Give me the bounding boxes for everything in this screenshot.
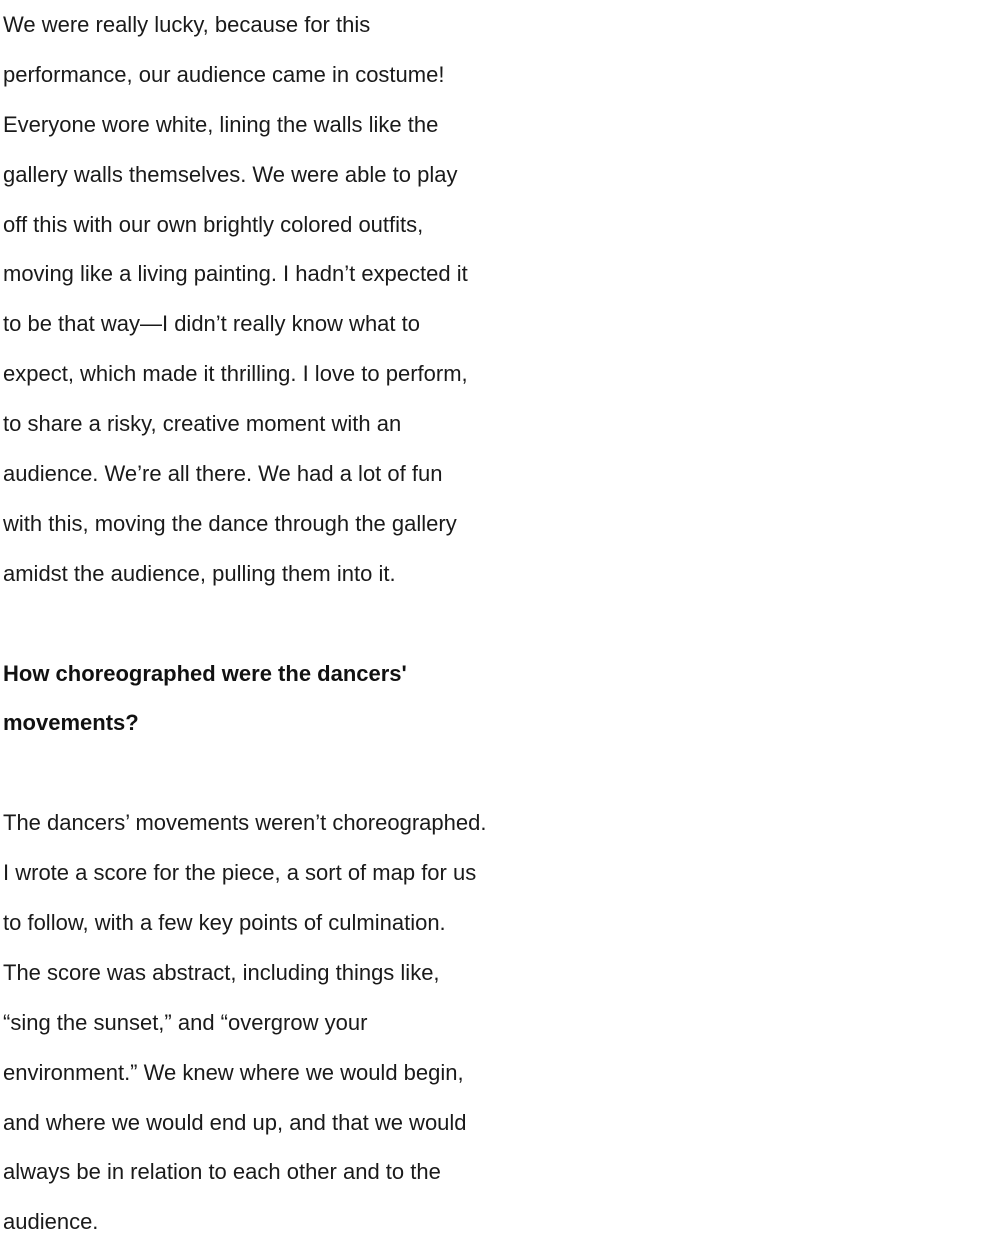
- text-line: always be in relation to each other and to the: [3, 1159, 441, 1185]
- paragraph-spacer: [3, 599, 563, 649]
- text-line: with this, moving the dance through the gallery: [3, 510, 457, 536]
- text-line: environment.” We knew where we would begin,: [3, 1059, 464, 1085]
- text-line: audience.: [3, 1209, 99, 1235]
- text-line: audience. We’re all there. We had a lot of fun: [3, 461, 443, 487]
- question-line: How choreographed were the dancers': [3, 660, 407, 686]
- text-line: performance, our audience came in costume!: [3, 61, 445, 87]
- article-body: [3, 0, 563, 1247]
- text-line: off this with our own brightly colored outfits,: [3, 211, 424, 237]
- paragraph-choreography-answer: [3, 798, 563, 1247]
- interview-question: [3, 649, 563, 749]
- text-line: and where we would end up, and that we would: [3, 1109, 467, 1135]
- paragraph-audience-costume: [3, 0, 563, 599]
- text-line: expect, which made it thrilling. I love to perform,: [3, 361, 468, 387]
- text-line: Everyone wore white, lining the walls like the: [3, 111, 439, 137]
- text-line: “sing the sunset,” and “overgrow your: [3, 1009, 368, 1035]
- paragraph-spacer: [3, 748, 563, 798]
- question-line: movements?: [3, 710, 139, 736]
- text-line: gallery walls themselves. We were able to play: [3, 161, 458, 187]
- text-line: to follow, with a few key points of culmination.: [3, 910, 446, 936]
- text-line: The dancers’ movements weren’t choreographed.: [3, 810, 487, 836]
- text-line: to share a risky, creative moment with an: [3, 411, 402, 437]
- text-line: The score was abstract, including things like,: [3, 959, 440, 985]
- text-line: moving like a living painting. I hadn’t expected it: [3, 261, 468, 287]
- text-line: amidst the audience, pulling them into it.: [3, 560, 396, 586]
- text-line: We were really lucky, because for this: [3, 12, 371, 37]
- text-line: to be that way—I didn’t really know what to: [3, 311, 420, 337]
- text-line: I wrote a score for the piece, a sort of map for us: [3, 860, 477, 886]
